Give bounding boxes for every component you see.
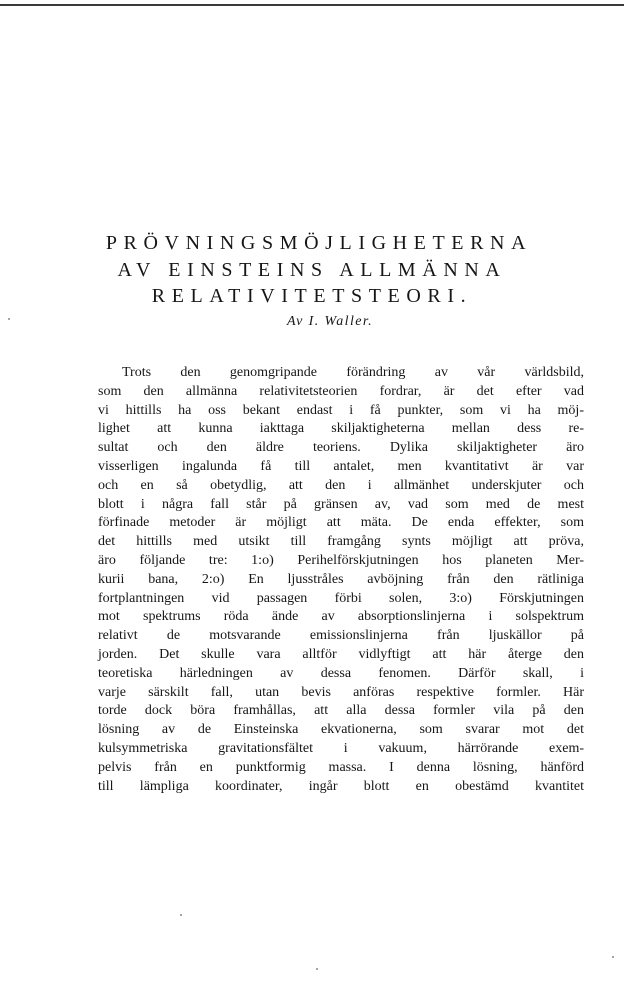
body-line: lighet att kunna iakttaga skiljaktigheterna mellan dess re- — [98, 421, 584, 437]
title-line-2: AV EINSTEINS ALLMÄNNA — [117, 258, 507, 281]
body-line: förfinade metoder är möjligt att mäta. De enda effekter, som — [98, 515, 584, 531]
body-line: vi hittills ha oss bekant endast i få punkter, som vi ha möj- — [98, 402, 584, 418]
article-title — [0, 230, 624, 310]
body-line: kulsymmetriska gravitationsfältet i vakuum, härrörande exem- — [98, 740, 584, 756]
top-edge-rule — [0, 4, 624, 6]
body-line: äro följande tre: 1:o) Perihelförskjutningen hos planeten Mer- — [98, 552, 584, 568]
body-line: relativt de motsvarande emissionslinjerna från ljuskällor på — [98, 628, 584, 644]
body-paragraph — [98, 364, 584, 796]
body-line: pelvis från en punktformig massa. I denna lösning, hänförd — [98, 759, 584, 775]
scan-speck — [612, 956, 614, 958]
body-line: torde dock böra framhållas, att alla dessa formler vila på den — [98, 703, 584, 719]
body-line: fortplantningen vid passagen förbi solen, 3:o) Förskjutningen — [98, 590, 584, 606]
body-line: det hittills med utsikt till framgång synts möjligt att pröva, — [98, 534, 584, 550]
body-line: som den allmänna relativitetsteorien fordrar, är det efter vad — [98, 383, 584, 399]
title-line-3: RELATIVITETSTEORI. — [151, 285, 473, 307]
body-line: kurii bana, 2:o) En ljusstråles avböjning från den rätliniga — [98, 571, 584, 587]
author-byline: Av I. Waller. — [286, 314, 374, 329]
body-line: varje särskilt fall, utan bevis anföras respektive formler. Här — [98, 684, 584, 700]
body-line: mot spektrums röda ände av absorptionslinjerna i solspektrum — [98, 609, 584, 625]
body-line: jorden. Det skulle vara alltför vidlyftigt att här återge den — [98, 646, 584, 662]
scan-speck — [8, 318, 10, 320]
body-line: lösning av de Einsteinska ekvationerna, som svarar mot det — [98, 722, 584, 738]
title-line-1: PRÖVNINGSMÖJLIGHETERNA — [105, 232, 533, 254]
body-line: och en så obetydlig, att den i allmänhet underskjuter och — [98, 477, 584, 493]
body-line: Trots den genomgripande förändring av vår världsbild, — [122, 365, 584, 380]
body-line: sultat och den äldre teoriens. Dylika skiljaktigheter äro — [98, 440, 584, 456]
body-line: visserligen ingalunda få till antalet, men kvantitativt är var — [98, 458, 584, 474]
body-line: till lämpliga koordinater, ingår blott en obestämd kvantitet — [98, 778, 584, 794]
scan-speck — [180, 914, 182, 916]
body-line: blott i några fall står på gränsen av, vad som med de mest — [98, 496, 584, 512]
body-line: teoretiska härledningen av dessa fenomen. Därför skall, i — [98, 665, 584, 681]
scan-speck — [316, 968, 318, 970]
